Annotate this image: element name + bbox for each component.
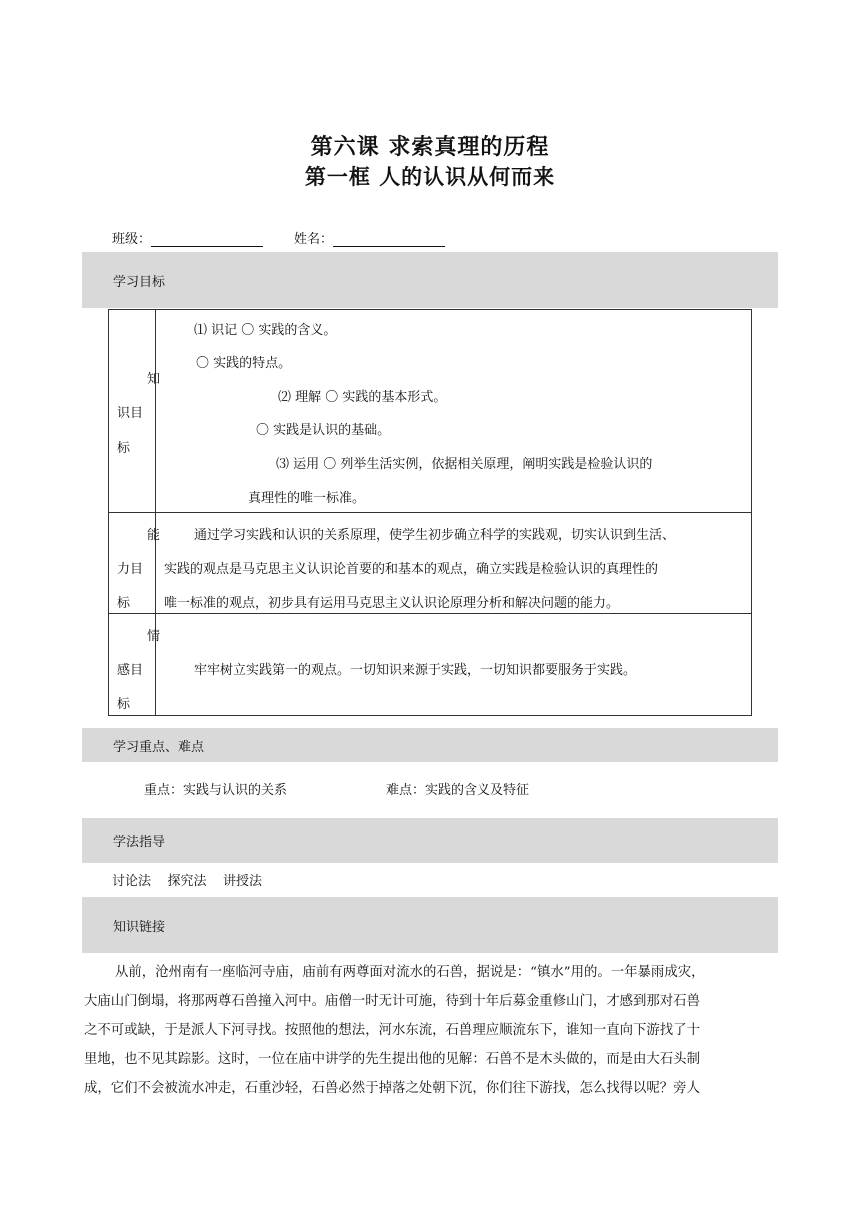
goal-row-knowledge [109, 310, 752, 513]
label-line: 标 [117, 596, 131, 611]
label-line: 能 [147, 528, 161, 543]
section-key-points-label: 学习重点、难点 [113, 739, 205, 755]
goals-table [108, 309, 752, 716]
label-line: 标 [117, 697, 131, 712]
difficulty-text: 难点：实践的含义及特征 [386, 783, 530, 798]
goal-content-knowledge [156, 310, 752, 513]
goal-content-emotion [156, 614, 752, 716]
goal-line: 唯一标准的观点，初步具有运用马克思主义认识论原理分析和解决问题的能力。 [164, 596, 620, 611]
label-line: 感目 [117, 663, 144, 678]
section-key-points [82, 728, 778, 762]
label-line: 标 [117, 441, 131, 456]
goal-row-ability [109, 513, 752, 614]
name-label: 姓名： [294, 232, 334, 247]
story-line: 大庙山门倒塌，将那两尊石兽撞入河中。庙僧一时无计可施，待到十年后募金重修山门，才感到那对石兽 [84, 994, 700, 1009]
story-line: 之不可或缺，于是派人下河寻找。按照他的想法，河水东流，石兽理应顺流东下，谁知一直向下游找了十 [84, 1023, 700, 1038]
story-line: 成，它们不会被流水冲走，石重沙轻，石兽必然于掉落之处朝下沉，你们往下游找，怎么找得以呢？旁人 [84, 1081, 700, 1096]
goal-line: ⑶ 运用 〇 列举生活实例，依据相关原理，阐明实践是检验认识的 [276, 457, 653, 472]
goal-label-knowledge [109, 310, 161, 513]
section-methods [82, 818, 778, 863]
lesson-title: 第六课 求索真理的历程 [310, 135, 550, 160]
goal-row-emotion [109, 614, 752, 716]
label-line: 情 [147, 629, 161, 644]
section-objectives [82, 252, 778, 308]
class-label: 班级： [112, 232, 152, 247]
goal-line: 〇 实践的特点。 [196, 356, 292, 371]
section-methods-label: 学法指导 [113, 835, 166, 850]
goal-line: 通过学习实践和认识的关系原理，使学生初步确立科学的实践观，切实认识到生活、 [194, 528, 676, 543]
section-links-label: 知识链接 [113, 919, 166, 935]
class-blank[interactable] [151, 232, 263, 247]
story-paragraph [84, 958, 780, 1103]
goal-label-emotion [109, 614, 161, 716]
label-line: 知 [147, 372, 161, 387]
goal-line: 〇 实践是认识的基础。 [256, 423, 391, 438]
section-objectives-label: 学习目标 [113, 274, 166, 290]
label-line: 识目 [117, 406, 144, 421]
story-line: 里地，也不见其踪影。这时，一位在庙中讲学的先生提出他的见解：石兽不是木头做的，而是由大石头制 [84, 1052, 700, 1067]
goal-line: 实践的观点是马克思主义认识论首要的和基本的观点，确立实践是检验认识的真理性的 [164, 562, 659, 577]
goal-line: ⑴ 识记 〇 实践的含义。 [194, 323, 337, 338]
story-line: 从前，沧州南有一座临河寺庙，庙前有两尊面对流水的石兽，据说是：“镇水”用的。一年暴雨成灾， [115, 965, 705, 980]
name-blank[interactable] [333, 232, 445, 247]
goal-line: 牢牢树立实践第一的观点。一切知识来源于实践，一切知识都要服务于实践。 [194, 663, 637, 678]
goal-line: ⑵ 理解 〇 实践的基本形式。 [278, 390, 447, 405]
focus-text: 重点：实践与认识的关系 [144, 783, 288, 798]
name-field [294, 228, 445, 247]
section-links [82, 897, 778, 953]
methods-text: 讨论法 探究法 讲授法 [112, 874, 263, 889]
goal-label-ability [109, 513, 161, 614]
goal-content-ability [156, 513, 752, 614]
label-line: 力目 [117, 562, 144, 577]
lesson-subtitle: 第一框 人的认识从何而来 [304, 165, 556, 189]
class-field [112, 228, 263, 247]
goal-line: 真理性的唯一标准。 [248, 491, 366, 506]
